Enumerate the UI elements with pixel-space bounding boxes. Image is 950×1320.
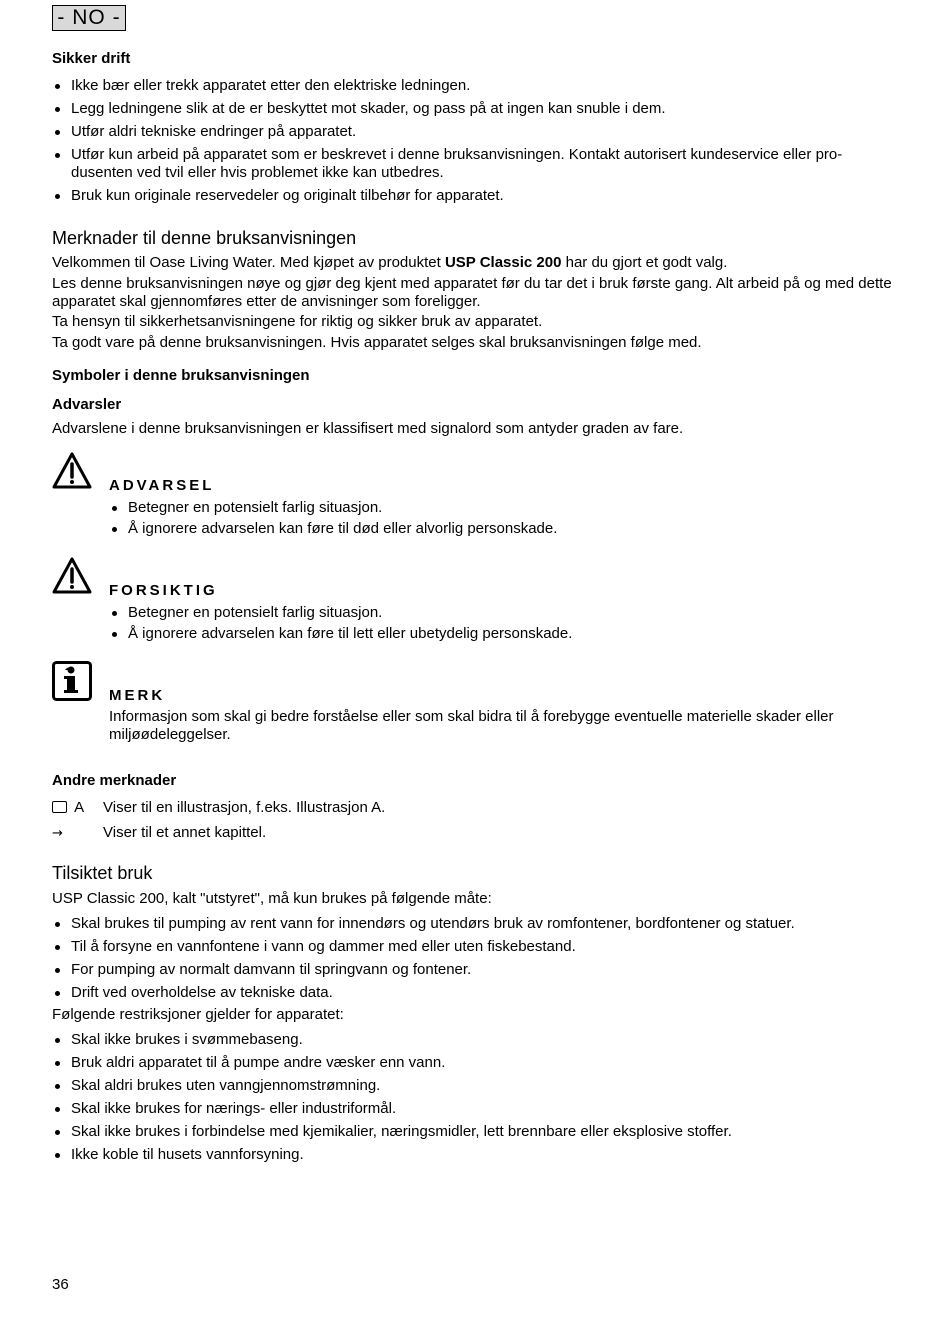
symbols-heading: Symboler i denne bruksanvisningen [52, 367, 310, 384]
safe-operation-list [52, 77, 892, 205]
list-item: Å ignorere advarselen kan føre til død eller alvorlig personskade. [109, 520, 889, 538]
list-item: Skal ikke brukes i svømmebaseng. [52, 1031, 892, 1049]
chapter-note [52, 824, 892, 843]
info-note-icon [52, 661, 92, 705]
notes-paragraph-2: Les denne bruksanvisningen nøye og gjør deg kjent med apparatet før du tar det i bruk første gang. Alt arbeid på og med dette apparatet skal gjennomføres etter de anvisninger som foreligger. [52, 275, 892, 310]
restrictions-list [52, 1031, 892, 1164]
caution-triangle-icon [52, 557, 92, 599]
product-name: USP Classic 200 [444, 254, 562, 271]
list-item: Skal brukes til pumping av rent vann for innendørs og utendørs bruk av romfontener, bordfontener og statuer. [52, 915, 892, 933]
illustration-letter: A [74, 799, 85, 816]
list-item: For pumping av normalt damvann til springvann og fontener. [52, 961, 892, 979]
list-item: Utfør kun arbeid på apparatet som er beskrevet i denne bruksanvisningen. Kontakt autorisert kundeservice eller pro-dusenten ved tvil eller hvis problemet ikke kan utbedres. [52, 146, 892, 182]
list-item: Skal aldri brukes uten vanngjennomstrømning. [52, 1077, 892, 1095]
merk-text: Informasjon som skal gi bedre forståelse eller som skal bidra til å forebygge eventuelle materielle skader eller miljøødeleggelser. [109, 708, 834, 743]
list-item: Drift ved overholdelse av tekniske data. [52, 984, 892, 1002]
illustration-text: Viser til en illustrasjon, f.eks. Illustrasjon A. [103, 799, 386, 816]
welcome-pre: Velkommen til Oase Living Water. Med kjøpet av produktet [52, 254, 445, 271]
welcome-text [52, 254, 892, 272]
list-item: Legg ledningene slik at de er beskyttet mot skader, og pass på at ingen kan snuble i dem. [52, 100, 892, 118]
list-item: Betegner en potensielt farlig situasjon. [109, 499, 889, 517]
safe-operation-heading: Sikker drift [52, 50, 131, 67]
intended-use-intro: USP Classic 200, kalt "utstyret", må kun brukes på følgende måte: [52, 890, 492, 907]
merk-title: MERK [109, 687, 166, 704]
list-item: Skal ikke brukes i forbindelse med kjemikalier, næringsmidler, lett brennbare eller eksplosive stoffer. [52, 1123, 892, 1141]
list-item: Bruk kun originale reservedeler og originalt tilbehør for apparatet. [52, 187, 892, 205]
warning-triangle-icon [52, 452, 92, 494]
list-item: Til å forsyne en vannfontene i vann og dammer med eller uten fiskebestand. [52, 938, 892, 956]
intended-use-list [52, 915, 892, 1002]
illustration-icon [52, 801, 67, 813]
illustration-note [52, 799, 892, 817]
other-notes-heading: Andre merknader [52, 772, 177, 789]
warnings-heading: Advarsler [52, 396, 122, 413]
chapter-text: Viser til et annet kapittel. [103, 824, 267, 841]
page-number: 36 [52, 1276, 69, 1293]
arrow-right-icon: → [52, 826, 63, 841]
intended-use-heading: Tilsiktet bruk [52, 863, 153, 883]
list-item: Betegner en potensielt farlig situasjon. [109, 604, 889, 622]
advarsel-list [109, 499, 889, 538]
notes-paragraph-4: Ta godt vare på denne bruksanvisningen. Hvis apparatet selges skal bruksanvisningen følge med. [52, 334, 702, 351]
restrictions-intro: Følgende restriksjoner gjelder for apparatet: [52, 1006, 344, 1023]
forsiktig-list [109, 604, 889, 643]
list-item: Å ignorere advarselen kan føre til lett eller ubetydelig personskade. [109, 625, 889, 643]
list-item: Ikke koble til husets vannforsyning. [52, 1146, 892, 1164]
list-item: Utfør aldri tekniske endringer på apparatet. [52, 123, 892, 141]
welcome-post: har du gjort et godt valg. [561, 254, 728, 271]
list-item: Ikke bær eller trekk apparatet etter den elektriske ledningen. [52, 77, 892, 95]
forsiktig-title: FORSIKTIG [109, 582, 218, 599]
advarsel-title: ADVARSEL [109, 477, 215, 494]
language-tab: - NO - [52, 5, 126, 31]
notes-heading: Merknader til denne bruksanvisningen [52, 228, 357, 248]
list-item: Skal ikke brukes for nærings- eller industriformål. [52, 1100, 892, 1118]
warnings-intro: Advarslene i denne bruksanvisningen er klassifisert med signalord som antyder graden av fare. [52, 420, 684, 437]
notes-paragraph-3: Ta hensyn til sikkerhetsanvisningene for riktig og sikker bruk av apparatet. [52, 313, 543, 330]
list-item: Bruk aldri apparatet til å pumpe andre væsker enn vann. [52, 1054, 892, 1072]
